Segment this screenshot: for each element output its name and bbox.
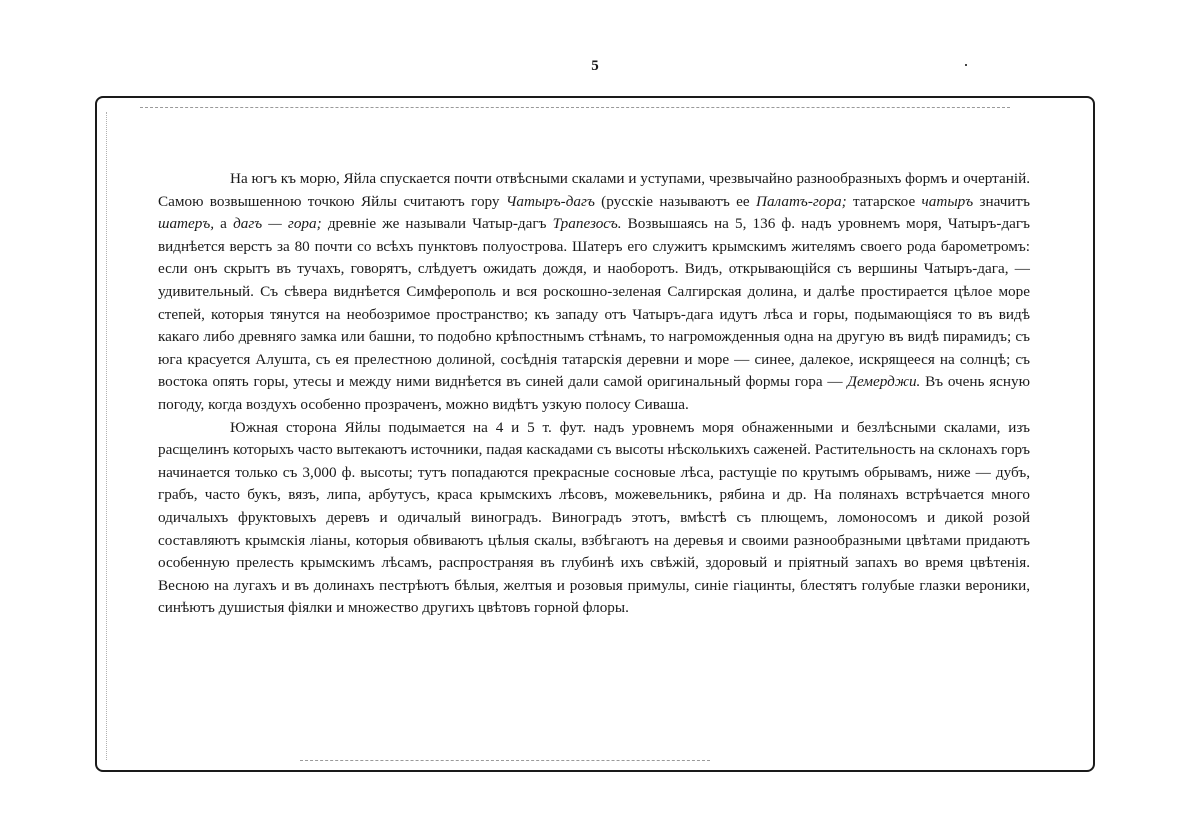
paragraph-1: На югъ къ морю, Яйла спускается почти отвѣсными скалами и уступами, чрезвычайно разнообразныхъ формъ и очертаній. Самою возвышенною точкою Яйлы считаютъ гору Чатыръ-дагъ (русскіе называютъ ее Палатъ-гора; татарское чатыръ значитъ шатеръ, а дагъ — гора; древніе же называли Чатыр-дагъ Трапезосъ. Возвышаясь на 5, 136 ф. надъ уровнемъ моря, Чатыръ-дагъ виднѣется верстъ за 80 почти со всѣхъ пунктовъ полуострова. Шатеръ его служитъ крымскимъ жителямъ своего рода барометромъ: если онъ скрытъ въ тучахъ, говорятъ, слѣдуетъ ожидать дождя, и наоборотъ. Видъ, открывающійся съ вершины Чатыръ-дага, — удивительный. Съ сѣвера виднѣется Симферополь и вся роскошно-зеленая Салгирская долина, и далѣе простирается цѣлое море степей, которыя тянутся на необозримое пространство; къ западу отъ Чатыръ-дага идутъ лѣса и горы, подымающіяся то въ видѣ какаго либо древняго замка или башни, то подобно крѣпостнымъ стѣнамъ, то нагроможденныя одна на другую въ видѣ пирамидъ; съ юга красуется Алушта, съ ея прелестною долиной, сосѣднія татарскія деревни и море — синее, далекое, искрящееся на солнцѣ; съ востока опять горы, утесы и между ними виднѣется въ синей дали самой оригинальный формы гора — Демерджи. Въ очень ясную погоду, когда воздухъ особенно прозраченъ, можно видѣтъ узкую полосу Сиваша.	[158, 170, 1031, 413]
frame-inner-bottom-rule	[300, 760, 710, 761]
paragraph-2: Южная сторона Яйлы подымается на 4 и 5 т. фут. надъ уровнемъ моря обнаженными и безлѣсными скалами, изъ расщелинъ которыхъ часто вытекаютъ источники, падая каскадами съ высоты нѣсколькихъ саженей. Растительность на склонахъ горъ начинается только съ 3,000 ф. высоты; тутъ попадаются прекрасные сосновые лѣса, растущіе по крутымъ обрывамъ, ниже — дубъ, грабъ, часто букъ, вязъ, липа, арбутусъ, краса крымскихъ лѣсовъ, можевельникъ, рябина и др. На полянахъ встрѣчается много одичалыхъ фруктовыхъ деревъ и одичалый виноградъ. Виноградъ этотъ, вмѣстѣ съ плющемъ, ломоносомъ и дикой розой составляютъ крымскія ліаны, которыя обвиваютъ цѣлыя скалы, взбѣгаютъ на деревья и своими разнообразными цвѣтами придаютъ особенную прелесть крымскимъ лѣсамъ, распространяя въ глубинѣ ихъ свѣжій, здоровый и пріятный запахъ во время цвѣтенія. Весною на лугахъ и въ долинахъ пестрѣютъ бѣлыя, желтыя и розовыя примулы, синіе гіацинты, блестятъ голубые глазки вероники, синѣютъ душистыя фіялки и множество другихъ цвѣтовъ горной флоры.	[158, 418, 1030, 617]
body-text	[158, 168, 1030, 620]
frame-inner-top-rule	[140, 107, 1010, 108]
page-number: 5	[591, 58, 599, 74]
frame-inner-left-rule	[106, 112, 107, 760]
print-speck	[965, 64, 967, 66]
